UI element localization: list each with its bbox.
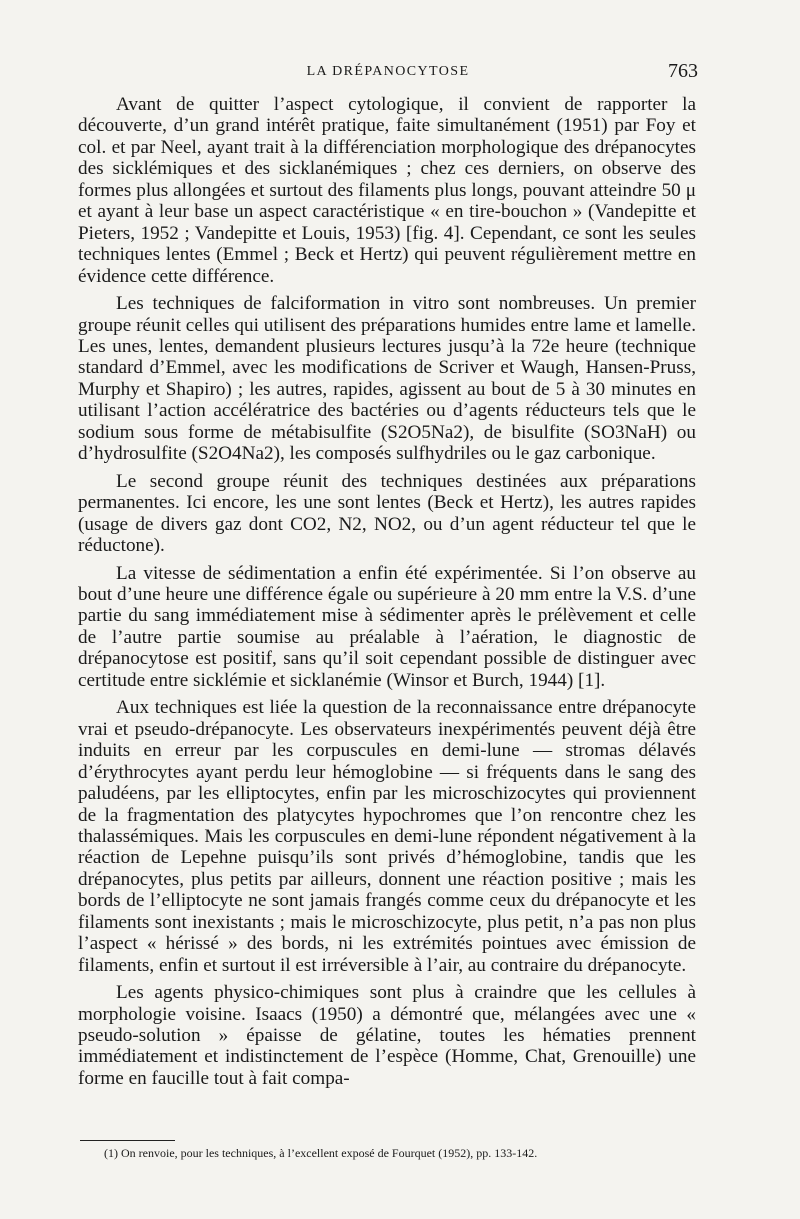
page-number: 763: [668, 60, 698, 82]
paragraph-3: Le second groupe réunit des techniques destinées aux préparations permanentes. Ici encore, les une sont lentes (Beck et Hertz), les autres rapides (usage de divers gaz dont CO2, N2, NO2, ou d’un agent réducteur tel que le réductone).: [78, 470, 696, 557]
paragraph-5: Aux techniques est liée la question de la reconnaissance entre drépanocyte vrai et pseudo-drépanocyte. Les observateurs inexpérimentés peuvent déjà être induits en erreur par les corpuscules en demi-lune — stromas délavés d’érythrocytes ayant perdu leur hémoglobine — si fréquents dans le sang des paludéens, par les elliptocytes, enfin par les microschizocytes qui proviennent de la fragmentation des platycytes hypochromes que l’on rencontre chez les thalassémiques. Mais les corpuscules en demi-lune répondent négativement à la réaction de Lepehne puisqu’ils sont privés d’hémoglobine, tandis que les drépanocytes, plus petits par ailleurs, donnent une réaction positive ; mais les bords de l’elliptocyte ne sont jamais frangés comme ceux du drépanocyte et les filaments sont inexistants ; mais le microschizocyte, plus petit, n’a pas non plus l’aspect « hérissé » des bords, ni les extrémités pointues avec émission de filaments, enfin et surtout il est irréversible à l’air, au contraire du drépanocyte.: [78, 697, 696, 976]
footnote: (1) On renvoie, pour les techniques, à l’excellent exposé de Fourquet (1952), pp. 133-142.: [104, 1146, 538, 1160]
running-title: LA DRÉPANOCYTOSE: [306, 64, 470, 79]
body-text: [78, 94, 696, 1095]
footnote-rule: [80, 1140, 175, 1141]
paragraph-2: Les techniques de falciformation in vitro sont nombreuses. Un premier groupe réunit celles qui utilisent des préparations humides entre lame et lamelle. Les unes, lentes, demandent plusieurs lectures jusqu’à la 72e heure (technique standard d’Emmel, avec les modifications de Scriver et Waugh, Hansen-Pruss, Murphy et Shapiro) ; les autres, rapides, agissent au bout de 5 à 30 minutes en utilisant l’action accélératrice des bactéries ou d’agents réducteurs tels que le sodium sous forme de métabisulfite (S2O5Na2), de bisulfite (SO3NaH) ou d’hydrosulfite (S2O4Na2), les composés sulfhydriles ou le gaz carbonique.: [78, 293, 696, 465]
paragraph-4: La vitesse de sédimentation a enfin été expérimentée. Si l’on observe au bout d’une heure une différence égale ou supérieure à 20 mm entre la V.S. d’une partie du sang immédiatement mise à sédimenter après le prélèvement et celle de l’autre partie soumise au préalable à l’aération, le diagnostic de drépanocytose est positif, sans qu’il soit cependant possible de distinguer avec certitude entre sicklémie et sicklanémie (Winsor et Burch, 1944) [1].: [78, 562, 696, 691]
page-header: [78, 60, 698, 86]
paragraph-1: Avant de quitter l’aspect cytologique, il convient de rapporter la découverte, d’un grand intérêt pratique, faite simultanément (1951) par Foy et col. et par Neel, ayant trait à la différenciation morphologique des drépanocytes des sicklémiques et des sicklanémiques ; chez ces derniers, on observe des formes plus allongées et surtout des filaments plus longs, pouvant atteindre 50 μ et ayant à leur base un aspect caractéristique « en tire-bouchon » (Vandepitte et Pieters, 1952 ; Vandepitte et Louis, 1953) [fig. 4]. Cependant, ce sont les seules techniques lentes (Emmel ; Beck et Hertz) qui peuvent régulièrement mettre en évidence cette différence.: [78, 94, 696, 287]
paragraph-6: Les agents physico-chimiques sont plus à craindre que les cellules à morphologie voisine. Isaacs (1950) a démontré que, mélangées avec une « pseudo-solution » épaisse de gélatine, toutes les hématies prennent immédiatement et indistinctement de l’espèce (Homme, Chat, Grenouille) une forme en faucille tout à fait compa-: [78, 982, 696, 1089]
